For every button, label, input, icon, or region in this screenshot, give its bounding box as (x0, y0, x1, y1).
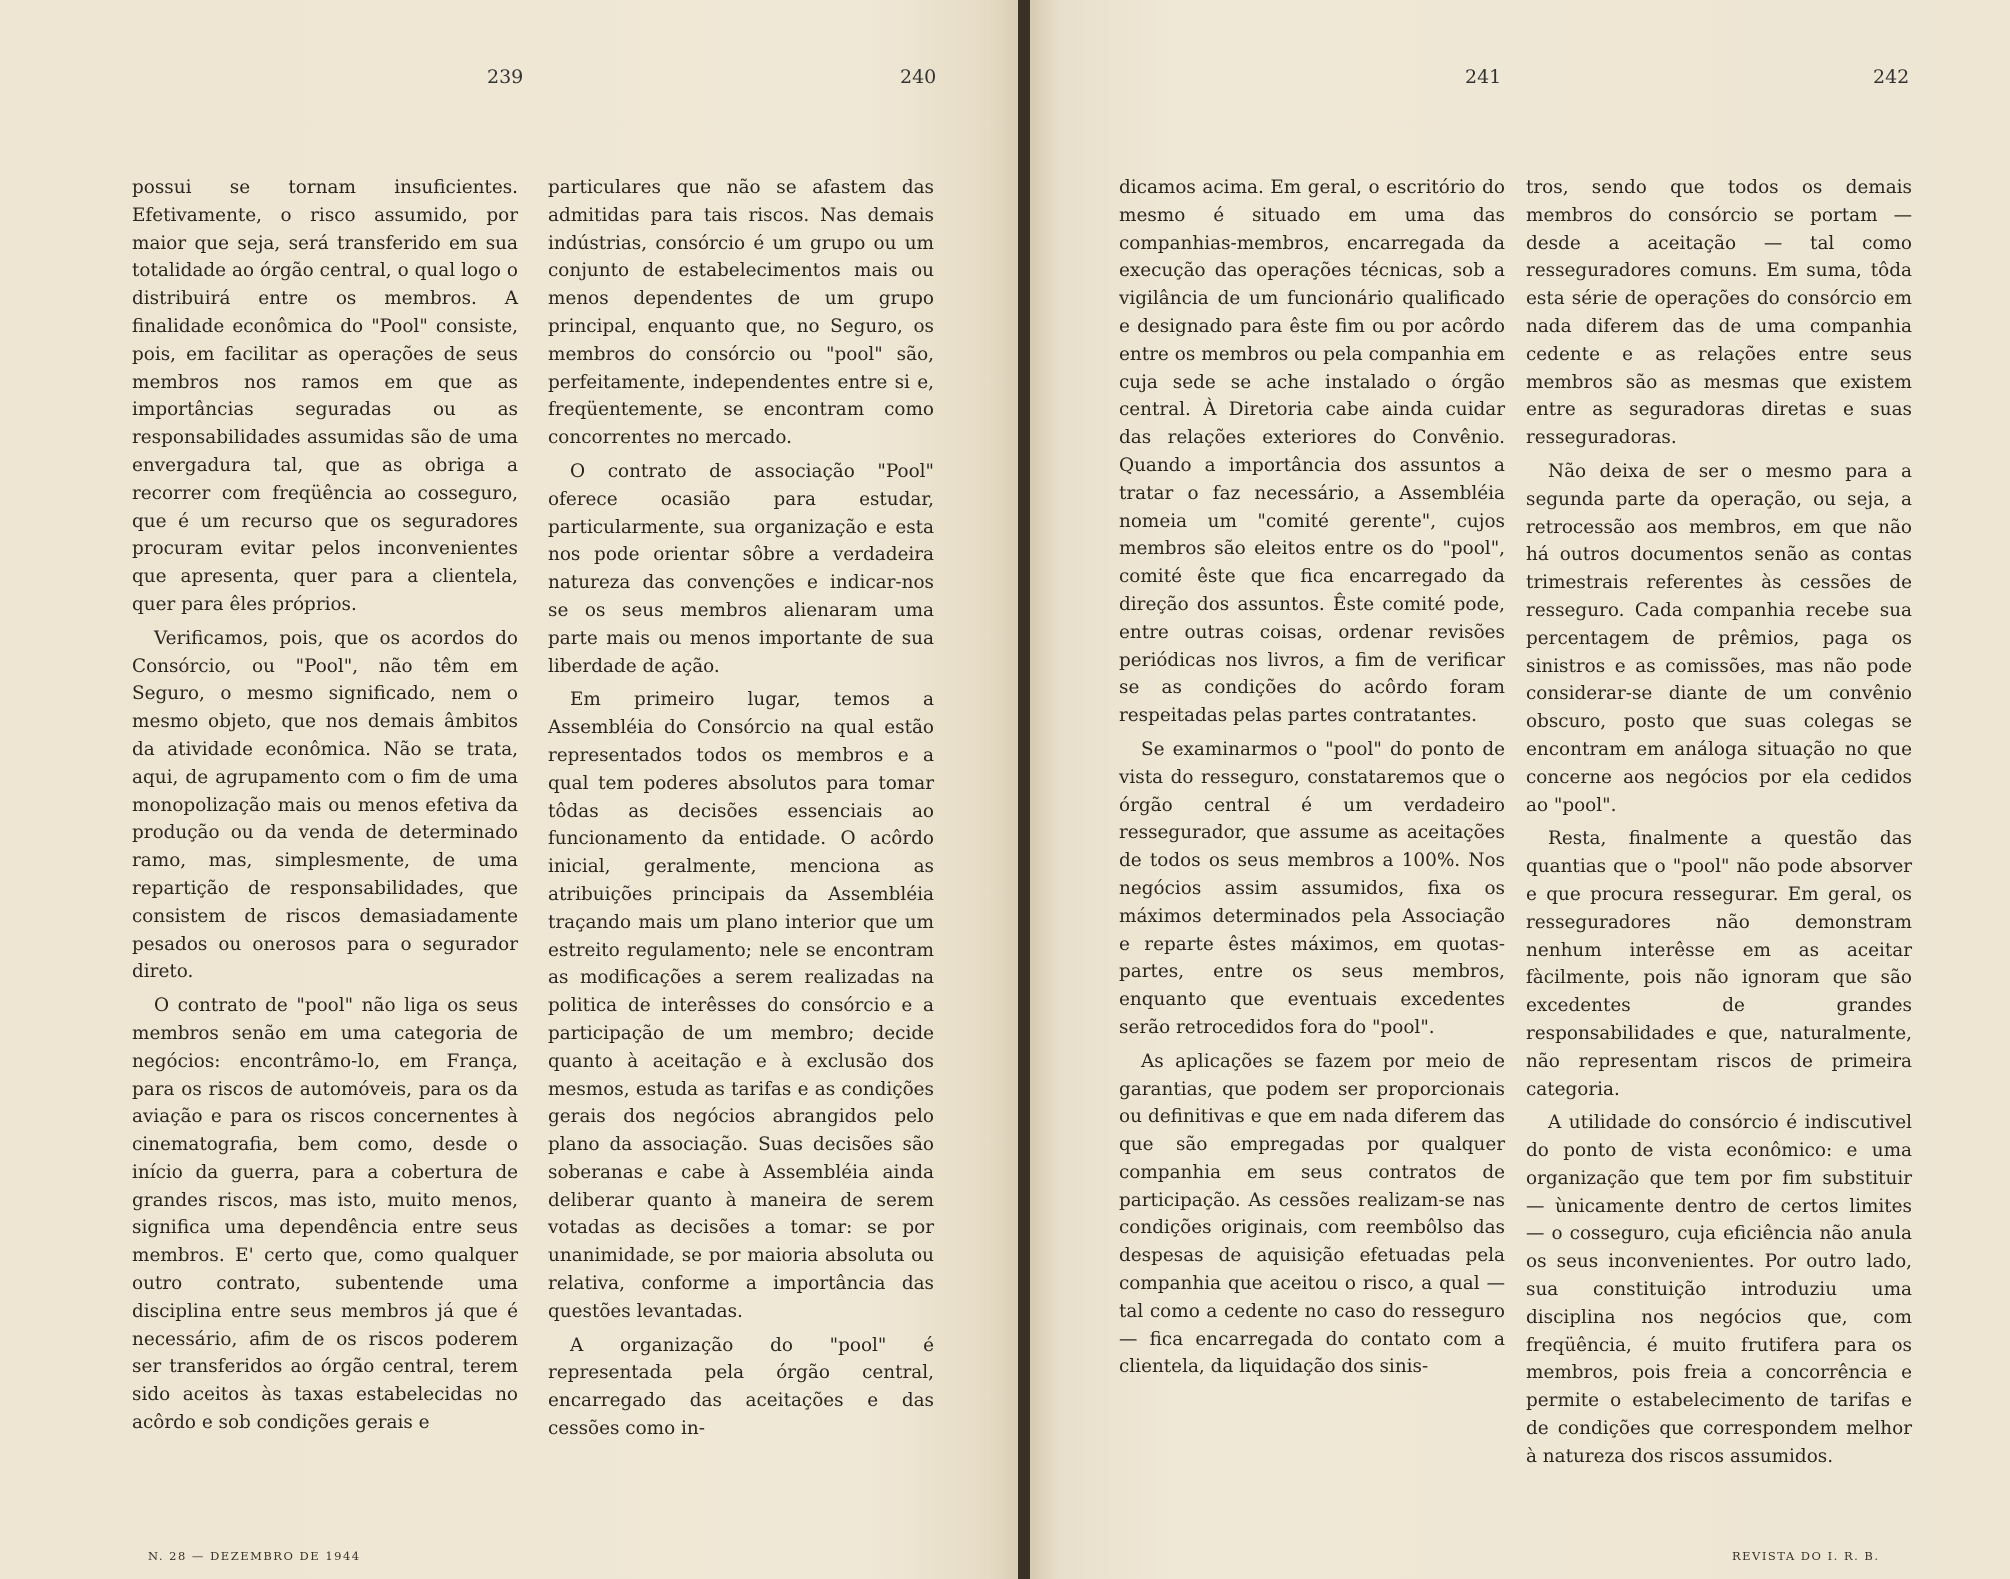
page-241-column (1119, 174, 1505, 1381)
paragraph: As aplicações se fazem por meio de garantias, que podem ser proporcionais ou definitivas e que em nada diferem das que são empregadas por qualquer companhia em seus contratos de participação. As cessões realizam-se nas condições originais, com reembôlso das despesas de aquisição efetuadas pela companhia que aceitou o risco, a qual — tal como a cedente no caso do resseguro — fica encarregada do contato com a clientela, da liquidação dos sinis- (1119, 1050, 1505, 1378)
paragraph: dicamos acima. Em geral, o escritório do mesmo é situado em uma das companhias-membros, encarregada da execução das operações técnicas, sob a vigilância de um funcionário qualificado e designado para êste fim ou por acôrdo entre os membros ou pela companhia em cuja sede se ache instalado o órgão central. À Diretoria cabe ainda cuidar das relações exteriores do Convênio. Quando a importância dos assuntos a tratar o faz necessário, a Assembléia nomeia um "comité gerente", cujos membros são eleitos entre os do "pool", comité êste que fica encarregado da direção dos assuntos. Êste comité pode, entre outras coisas, ordenar revisões periódicas nos livros, a fim de verificar se as condições do acôrdo foram respeitadas pelas partes contratantes. (1119, 177, 1505, 727)
page-number-242: 242 (1873, 66, 1910, 88)
paragraph: Não deixa de ser o mesmo para a segunda parte da operação, ou seja, a retrocessão aos membros, em que não há outros documentos senão as contas trimestrais referentes às cessões de resseguro. Cada companhia recebe sua percentagem de prêmios, paga os sinistros e as comissões, mas não pode considerar-se diante de um convênio obscuro, posto que suas colegas se encontram em análoga situação no que concerne aos negócios por ela cedidos ao "pool". (1526, 460, 1912, 816)
footer-issue: N. 28 — DEZEMBRO DE 1944 (148, 1549, 361, 1563)
page-number-240: 240 (900, 66, 937, 88)
page-239-column (132, 174, 518, 1437)
paragraph: A organização do "pool" é representada pela órgão central, encarregado das aceitações e das cessões como in- (548, 1334, 934, 1440)
paragraph: particulares que não se afastem das admitidas para tais riscos. Nas demais indústrias, consórcio é um grupo ou um conjunto de estabelecimentos mais ou menos dependentes de um grupo principal, enquanto que, no Seguro, os membros do consórcio ou "pool" são, perfeitamente, independentes entre si e, freqüentemente, se encontram como concorrentes no mercado. (548, 177, 934, 449)
right-page-sheet (1030, 0, 2010, 1579)
paragraph: A utilidade do consórcio é indiscutivel do ponto de vista econômico: e uma organização que tem por fim substituir — ùnicamente dentro de certos limites — o cosseguro, cuja eficiência não anula os seus inconvenientes. Por outro lado, sua constituição introduziu uma disciplina nos negócios que, com freqüência, é muito frutifera para os membros, pois freia a concorrência e permite o estabelecimento de tarifas e de condições que correspondem melhor à natureza dos riscos assumidos. (1526, 1112, 1912, 1467)
paragraph: Resta, finalmente a questão das quantias que o "pool" não pode absorver e que procura ressegurar. Em geral, os resseguradores não demonstram nenhum interêsse em as aceitar fàcilmente, pois não ignoram que são excedentes de grandes responsabilidades e que, naturalmente, não representam riscos de primeira categoria. (1526, 828, 1912, 1100)
page-242-column (1526, 174, 1912, 1471)
page-number-241: 241 (1465, 66, 1502, 88)
paragraph: Verificamos, pois, que os acordos do Consórcio, ou "Pool", não têm em Seguro, o mesmo significado, nem o mesmo objeto, que nos demais âmbitos da atividade econômica. Não se trata, aqui, de agrupamento com o fim de uma monopolização mais ou menos efetiva da produção ou da venda de determinado ramo, mas, simplesmente, de uma repartição de responsabilidades, que consistem de riscos demasiadamente pesados ou onerosos para o segurador direto. (132, 627, 518, 983)
page-240-column (548, 174, 934, 1443)
paragraph: Em primeiro lugar, temos a Assembléia do Consórcio na qual estão representados todos os membros e a qual tem poderes absolutos para tomar tôdas as decisões essenciais ao funcionamento da entidade. O acôrdo inicial, geralmente, menciona as atribuições principais da Assembléia traçando mais um plano interior que um estreito regulamento; nele se encontram as modificações a serem realizadas na politica de interêsses do consórcio e a participação de um membro; decide quanto à aceitação e à exclusão dos mesmos, estuda as tarifas e as condições gerais dos negócios abrangidos pelo plano da associação. Suas decisões são soberanas e cabe à Assembléia ainda deliberar quanto à maneira de serem votadas as decisões a tomar: se por unanimidade, se por maioria absoluta ou relativa, conforme a importância das questões levantadas. (548, 689, 934, 1322)
paragraph: possui se tornam insuficientes. Efetivamente, o risco assumido, por maior que seja, será transferido em sua totalidade ao órgão central, o qual logo o distribuirá entre os membros. A finalidade econômica do "Pool" consiste, pois, em facilitar as operações de seus membros nos ramos em que as importâncias seguradas ou as responsabilidades assumidas são de uma envergadura tal, que as obriga a recorrer com freqüência ao cosseguro, que é um recurso que os seguradores procuram evitar pelos inconvenientes que apresenta, quer para a clientela, quer para êles próprios. (132, 177, 518, 615)
book-gutter (1018, 0, 1030, 1579)
paragraph: Se examinarmos o "pool" do ponto de vista do resseguro, constataremos que o órgão central é um verdadeiro ressegurador, que assume as aceitações de todos os seus membros a 100%. Nos negócios assim assumidos, fixa os máximos determinados pela Associação e reparte êstes máximos, em quotas-partes, entre os seus membros, enquanto que eventuais excedentes serão retrocedidos fora do "pool". (1119, 738, 1505, 1038)
paragraph: O contrato de "pool" não liga os seus membros senão em uma categoria de negócios: encontrâmo-lo, em França, para os riscos de automóveis, para os da aviação e para os riscos concernentes à cinematografia, bem como, desde o início da guerra, para a cobertura de grandes riscos, mas isto, muito menos, significa uma dependência entre seus membros. E' certo que, como qualquer outro contrato, subentende uma disciplina entre seus membros já que é necessário, afim de os riscos poderem ser transferidos ao órgão central, terem sido aceitos às taxas estabelecidas no acôrdo e sob condições gerais e (132, 995, 518, 1434)
paragraph: O contrato de associação "Pool" oferece ocasião para estudar, particularmente, sua organização e esta nos pode orientar sôbre a verdadeira natureza das convenções e indicar-nos se os seus membros alienaram uma parte mais ou menos importante de sua liberdade de ação. (548, 460, 934, 677)
page-number-239: 239 (487, 66, 524, 88)
footer-journal: REVISTA DO I. R. B. (1732, 1549, 1880, 1563)
paragraph: tros, sendo que todos os demais membros do consórcio se portam — desde a aceitação — tal como resseguradores comuns. Em suma, tôda esta série de operações do consórcio em nada diferem das de uma companhia cedente e as relações entre seus membros são as mesmas que existem entre as seguradoras diretas e suas resseguradoras. (1526, 177, 1912, 449)
